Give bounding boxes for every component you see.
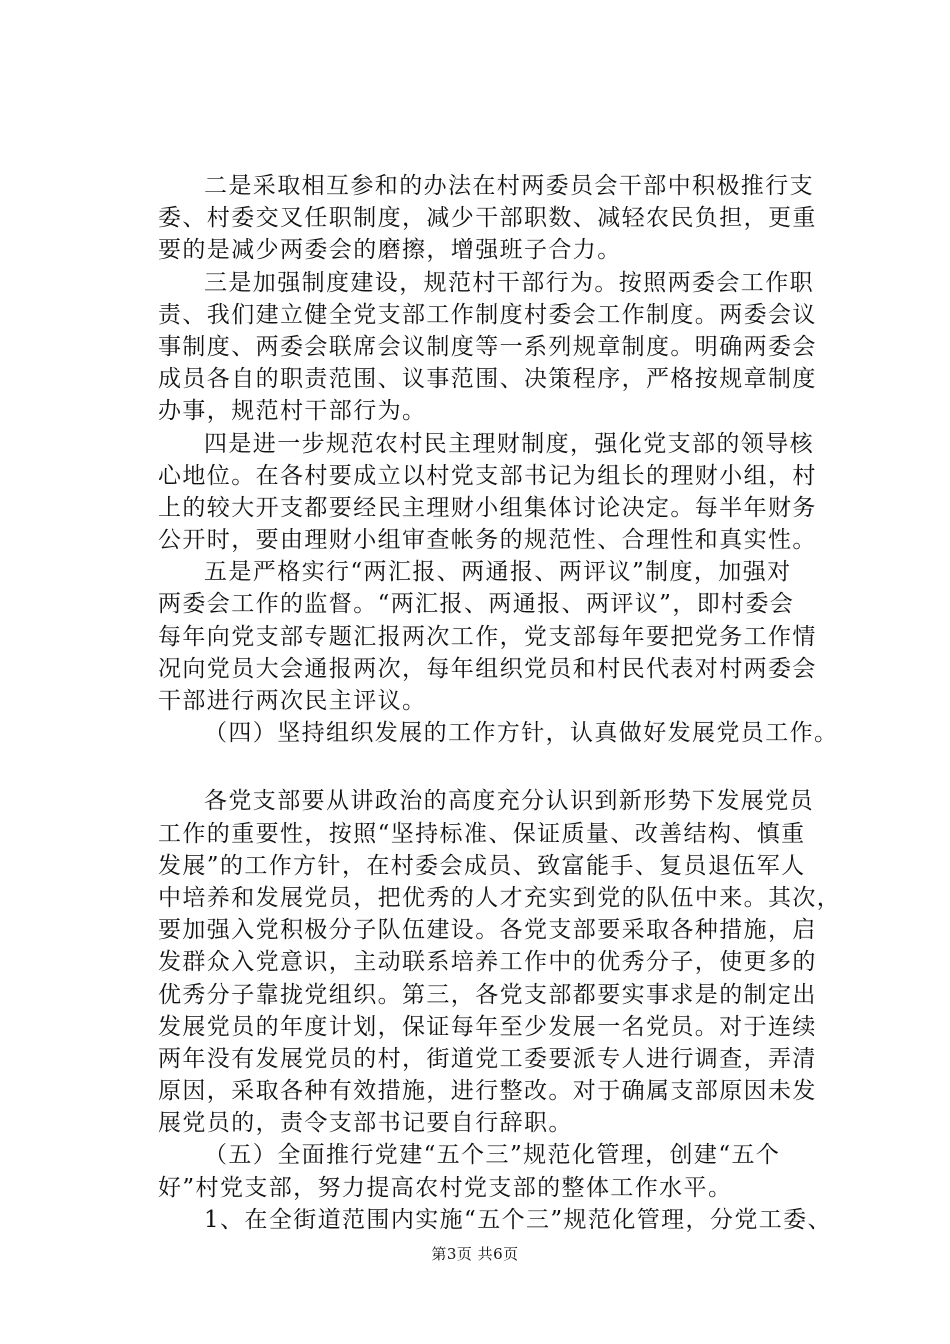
text-line: 办事，规范村干部行为。 [158, 398, 427, 425]
section-heading-five [158, 1139, 858, 1203]
section-heading-four [158, 717, 858, 749]
text-line: 每年向党支部专题汇报两次工作，党支部每年要把党务工作情 [158, 623, 817, 650]
heading-line: 好”村党支部，努力提高农村党支部的整体工作水平。 [158, 1174, 733, 1201]
text-line: 两年没有发展党员的村，街道党工委要派专人进行调查，弄清 [158, 1045, 817, 1072]
text-line: 1、在全街道范围内实施“五个三”规范化管理，分党工委、 [204, 1206, 832, 1233]
list-item-1 [158, 1204, 858, 1236]
text-line: 五是严格实行“两汇报、两通报、两评议”制度，加强对 [204, 559, 792, 586]
text-line: 事制度、两委会联席会议制度等一系列规章制度。明确两委会 [158, 333, 817, 360]
paragraph-party-development [158, 785, 858, 1139]
paragraph-item-four [158, 428, 858, 557]
text-line: 要加强入党积极分子队伍建设。各党支部要采取各种措施，启 [158, 917, 817, 944]
text-line: 展党员的，责令支部书记要自行辞职。 [158, 1110, 573, 1137]
text-line: 四是进一步规范农村民主理财制度，强化党支部的领导核 [204, 430, 814, 457]
text-line: 况向党员大会通报两次，每年组织党员和村民代表对村两委会 [158, 655, 817, 682]
text-line: 优秀分子靠拢党组织。第三，各党支部都要实事求是的制定出 [158, 981, 817, 1008]
text-line: 中培养和发展党员，把优秀的人才充实到党的队伍中来。其次， [158, 884, 842, 911]
paragraph-item-three [158, 267, 858, 428]
paragraph-item-five [158, 556, 858, 717]
heading-line: （五）全面推行党建“五个三”规范化管理，创建“五个 [204, 1142, 781, 1169]
text-line: 委、村委交叉任职制度，减少干部职数、减轻农民负担，更重 [158, 205, 817, 232]
text-line: 公开时，要由理财小组审查帐务的规范性、合理性和真实性。 [158, 527, 817, 554]
text-line: 上的较大开支都要经民主理财小组集体讨论决定。每半年财务 [158, 494, 817, 521]
text-line: 发展”的工作方针，在村委会成员、致富能手、复员退伍军人 [158, 852, 806, 879]
text-line: 干部进行两次民主评议。 [158, 688, 427, 714]
page-number-footer: 第3页 共6页 [431, 1245, 519, 1263]
heading-line: （四）坚持组织发展的工作方针，认真做好发展党员工作。 [204, 720, 839, 747]
text-line: 发展党员的年度计划，保证每年至少发展一名党员。对于连续 [158, 1013, 817, 1040]
text-line: 责、我们建立健全党支部工作制度村委会工作制度。两委会议 [158, 301, 817, 328]
text-line: 原因，采取各种有效措施，进行整改。对于确属支部原因未发 [158, 1078, 817, 1105]
text-line: 心地位。在各村要成立以村党支部书记为组长的理财小组，村 [158, 462, 817, 489]
text-line: 工作的重要性，按照“坚持标准、保证质量、改善结构、慎重 [158, 820, 806, 847]
text-line: 三是加强制度建设，规范村干部行为。按照两委会工作职 [204, 269, 814, 296]
text-line: 两委会工作的监督。“两汇报、两通报、两评议”，即村委会 [158, 591, 795, 618]
text-line: 要的是减少两委会的磨擦，增强班子合力。 [158, 237, 622, 264]
document-body [158, 170, 858, 1236]
text-line: 成员各自的职责范围、议事范围、决策程序，严格按规章制度 [158, 366, 817, 393]
paragraph-item-two [158, 170, 858, 267]
text-line: 各党支部要从讲政治的高度充分认识到新形势下发展党员 [204, 788, 814, 815]
spacer [158, 749, 858, 785]
text-line: 二是采取相互参和的办法在村两委员会干部中积极推行支 [204, 173, 814, 199]
text-line: 发群众入党意识，主动联系培养工作中的优秀分子，使更多的 [158, 949, 817, 976]
